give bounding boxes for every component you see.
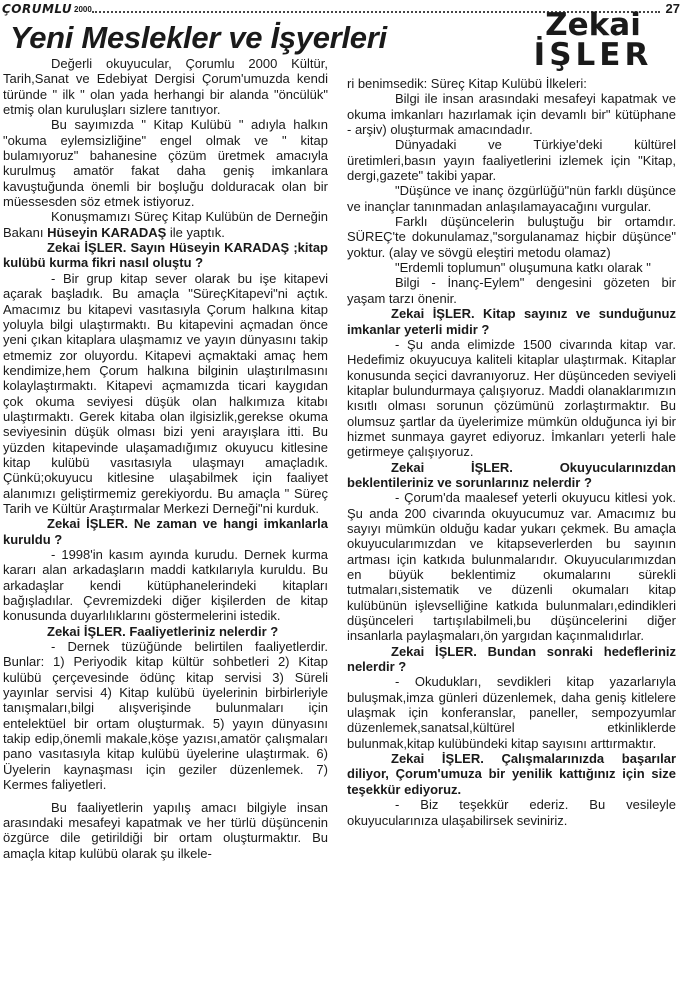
answer-paragraph: - Şu anda elimizde 1500 civarında kitap var. Hedefimiz okuyucuya kaliteli kitaplar ulaştırmak. Kitaplar konusunda seçici davranıyoruz. Her düşünceden seviyeli kitaplar bulundurmaya çalışıyoruz. Maddi olanaklarımızın kısıtlı olması sorunun çözümünü zorlaştırmaktır. Bu olumsuz şartlar da üyelerimize mümkün olduğunca iyi bir hizmet sunmaya gayret ediyoruz. İmkanları yeterli hale getirmeye çalışıyoruz. xyxy=(347,336,676,460)
author-last-name: İŞLER xyxy=(533,37,653,73)
column-left xyxy=(3,56,328,861)
article-title: Yeni Meslekler ve İşyerleri xyxy=(10,20,387,55)
principle-item: "Erdemli toplumun" oluşumuna katkı olarak " xyxy=(395,260,651,276)
body-paragraph: ri benimsedik: Süreç Kitap Kulübü İlkeleri: xyxy=(347,76,587,91)
question-heading: Zekai İŞLER. Kitap sayınız ve sunduğunuz imkanlar yeterli midir ? xyxy=(347,306,676,337)
answer-paragraph: - Dernek tüzüğünde belirtilen faaliyetlerdir. Bunlar: 1) Periyodik kitap kültür sohbetleri 2) Kitap kulübü çerçevesinde ödünç kitap servisi 3) Süreli yayınlar servisi 4) Kitap kulübü üyelerinin birbirleriyle tanışmaları,bilgi alışverişinde bulunmaları için entelektüel bir ortam oluşturmak. 5) yayın dünyasını takip edip,önemli makale,köşe yazısı,amatör çalışmaları pano vasıtasıyla kitap kulübü üyelerine ulaştırmak. 6) Üyelerin kaynaşması için geziler düzenlemek. 7) Kermes faliyetleri. xyxy=(3,639,328,793)
principle-item: Farklı düşüncelerin buluştuğu bir ortamdır. SÜREÇ'te dokunulamaz,"sorgulanamaz hiçbir düşünce" yoktur. (alay ve sövgü eleştiri metodu olamaz) xyxy=(347,214,676,260)
question-heading: Zekai İŞLER. Ne zaman ve hangi imkanlarla kuruldu ? xyxy=(3,516,329,547)
intro-paragraph: Bu sayımızda " Kitap Kulübü " adıyla halkın "okuma eylemsizliğine" engel olmak ve " kitap bulamıyoruz" bahanesine çözüm üretmek amacıyla kurulmuş amatör fakat daha geniş imkanlara kavuştuğunda önemli bir boşluğu dolduracak olan bir müessesden söz etmek istiyoruz. xyxy=(3,117,328,210)
answer-paragraph: - Biz teşekkür ederiz. Bu vesileyle okuyucularınıza ulaşabilirsek seviniriz. xyxy=(347,797,676,828)
intro-paragraph: Konuşmamızı Süreç Kitap Kulübün de Derneğin Bakanı Hüseyin KARADAŞ ile yaptık. xyxy=(3,209,328,240)
answer-paragraph: - Okudukları, sevdikleri kitap yazarlarıyla buluşmak,imza günleri düzenlemek, daha geniş kitlelere ulaşmak için konferanslar, paneller, sempozyumlar düzenlemek,sanatsal,kültürel etkinliklerde bulunmak,kitap kulübündeki kitap sayısını arttırmaktır. xyxy=(347,674,676,751)
answer-paragraph: - Bir grup kitap sever olarak bu işe kitapevi açarak başladık. Bu amaçla "SüreçKitapevi"ni açtık. Amacımız bu kitapevi vasıtasıyla Çorum halkına kitap yoluyla bilgi ulaştırmaktı. Bu kitapevini açmadan önce yeni çıkan kitaplara ulaşmamız ve yayın dünyasını takip etmemiz zor oluyordu. Kitapevi açmaktaki amaç hem kendimize,hem Çorum halkına bilginin ulaştırılmasını kolaylaştırmaktı. Kitapevi açmamızda ticari kaygıdan çok okuma seviyesi düşük olan halkımıza kitabı ulaştırmaktı. Gerek kitaba olan ilgisizlik,gerekse okuma seviyesinin düşük olması bizi yeni arayışlara itti. Bu yüzden kitapevinde ulaşamadığımız okuyucu kitlesine kitap kulübü vasıtasıyla ulaşmayı amaçladık. Çünkü;okuyucu kitlesine ulaşabilmek için faaliyet alanımızı geliştirmemiz gerekiyordu. Bu amaçla " Süreç Tarih ve Kültür Araştırmalar Merkezi Derneği"ni kurduk. xyxy=(3,270,328,516)
answer-paragraph: - 1998'in kasım ayında kurudu. Dernek kurma kararı alan arkadaşların maddi katkılarıyla kuruldu. Bu arkadaşlar kendi kütüphanelerindeki kitapları bağışladılar. Çevremizdeki diğer kişilerden de kitap konusunda duyarlılıklarını göstermelerini istedik. xyxy=(3,547,328,624)
question-heading: Zekai İŞLER. Sayın Hüseyin KARADAŞ ;kitap kulübü kurma fikri nasıl oluştu ? xyxy=(3,240,329,271)
body-paragraph: Bu faaliyetlerin yapılış amacı bilgiyle insan arasındaki mesafeyi kapatmak ve her türlü düşüncenin özgürce dile getirildiği bir ortam oluşturmaktır. Bu amaçla kitap kulübü olarak şu ilkele- xyxy=(3,799,328,861)
magazine-year: 2000 xyxy=(74,5,92,14)
principle-item: Dünyadaki ve Türkiye'deki kültürel üretimleri,basın yayın faaliyetlerini izlemek için "Kitap, dergi,gazete" takibi yapar. xyxy=(347,137,676,184)
page-number: 27 xyxy=(665,1,680,16)
intro-paragraph: Değerli okuyucular, Çorumlu 2000 Kültür, Tarih,Sanat ve Edebiyat Dergisi Çorum'umuzda kendi türünde " ilk " olan yada herhangi bir alanda "öncülük" etmiş olan kuruluşları sizlere tanıtıyor. xyxy=(3,56,328,118)
magazine-name: ÇORUMLU xyxy=(2,2,73,16)
question-heading: Zekai İŞLER. Faaliyetleriniz nelerdir ? xyxy=(47,623,279,639)
column-right xyxy=(347,76,676,828)
author-first-name: Zekai xyxy=(545,7,641,43)
interviewee-name: Hüseyin KARADAŞ xyxy=(47,224,167,240)
question-heading: Zekai İŞLER. Çalışmalarınızda başarılar diliyor, Çorum'umuza bir yenilik kattığınız için size teşekkür ediyoruz. xyxy=(347,751,676,797)
principle-item: "Düşünce ve inanç özgürlüğü"nün farklı düşünce ve inançlar tanınmadan anlaşılamayacağını vurgular. xyxy=(347,183,676,214)
question-heading: Zekai İŞLER. Bundan sonraki hedefleriniz nelerdir ? xyxy=(347,643,676,675)
question-heading: Zekai İŞLER. Okuyucularınızdan beklentileriniz ve sorunlarınız nelerdir ? xyxy=(347,459,676,490)
principle-item: Bilgi - İnanç-Eylem" dengesini gözeten bir yaşam tarzı önenir. xyxy=(347,275,676,306)
principle-item: Bilgi ile insan arasındaki mesafeyi kapatmak ve okuma imkanları hazırlamak için devamlı bir" kütüphane - arşiv) oluşturmak amacındadır. xyxy=(347,91,676,138)
answer-paragraph: - Çorum'da maalesef yeterli okuyucu kitlesi yok. Şu anda 200 civarında okuyucumuz var. Amacımız bu sayıyı mümkün olduğu kadar yukarı çekmek. Bu amaçla okuyucularımızdan ve kitapseverlerden bu sayının artması için katkıda bulunmalarıdır. Okuyucularımızdan en büyük beklentimiz okumalarını sürekli tutmaları,sistematik ve düzenli okumaları kitap kulübünün işlevselliğine katkıda bulunmaları,edindikleri düşünceleri tartışılabilmeli,bu düşüncelerini diğer insanlarla paylaşmaları,ön yargıdan kaçınmalıdırlar. xyxy=(347,490,676,644)
